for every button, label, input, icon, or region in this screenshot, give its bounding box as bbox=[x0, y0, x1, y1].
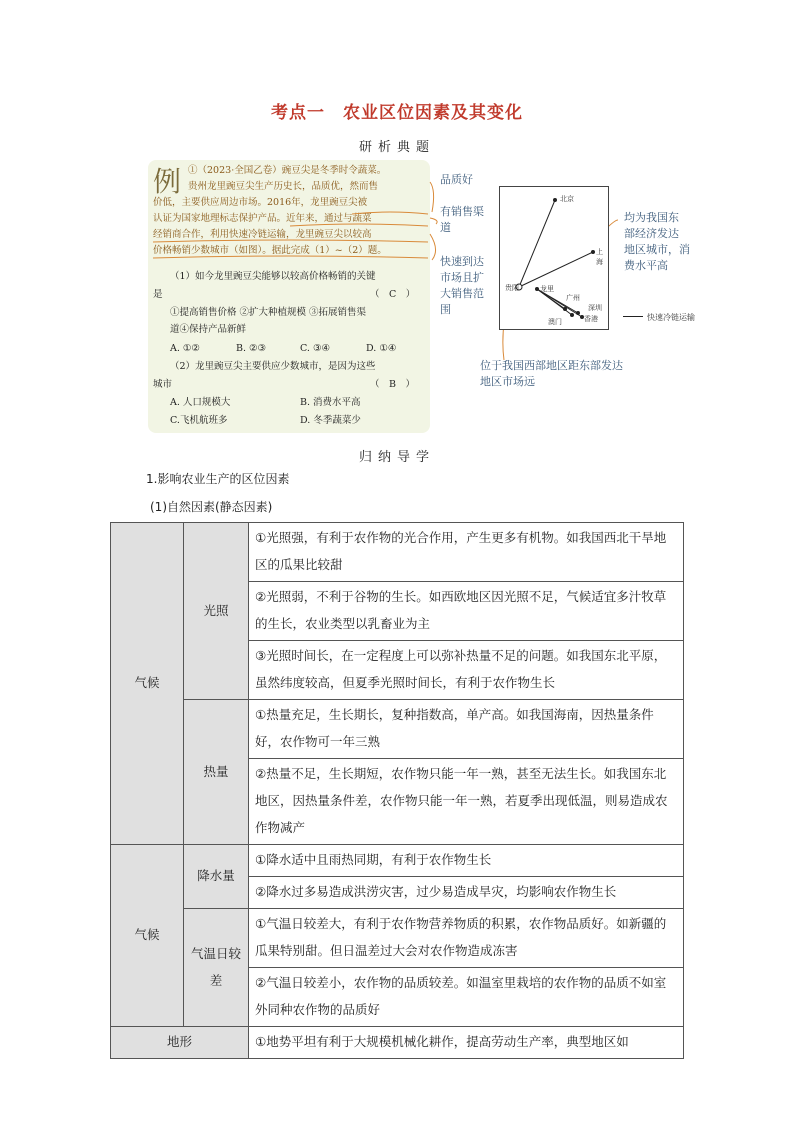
content-cell: ①气温日较差大，有利于农作物营养物质的积累，农作物品质好。如新疆的瓜果特别甜。但日温差过大会对农作物造成冻害 bbox=[249, 909, 684, 968]
category-cell: 气候 bbox=[111, 845, 184, 1027]
question-1-statements-end: 道④保持产品新鲜 bbox=[170, 324, 247, 335]
heading-natural-factors: (1)自然因素(静态因素) bbox=[150, 500, 273, 514]
question-1-option-b: B. ②③ bbox=[236, 343, 267, 354]
page-title: 考点一 农业区位因素及其变化 bbox=[271, 103, 523, 123]
question-1-option-c: C. ③④ bbox=[300, 343, 331, 354]
table-row bbox=[111, 1027, 684, 1059]
question-2-stem-end: 城市 bbox=[153, 379, 173, 390]
annotation-west-2: 地区市场远 bbox=[480, 375, 535, 388]
question-1-stem-end: 是 bbox=[153, 289, 163, 300]
map-city-aomen: 澳门 bbox=[548, 318, 562, 326]
factor-cell: 气温日较差 bbox=[184, 909, 249, 1027]
annotation-fast-4: 围 bbox=[440, 303, 451, 316]
example-intro-line1: ①（2023·全国乙卷）豌豆尖是冬季时令蔬菜。 bbox=[188, 165, 387, 176]
map-city-shanghai: 上海 bbox=[596, 248, 603, 266]
map-legend-label: 快速冷链运输 bbox=[647, 313, 695, 322]
annotation-east-3: 地区城市，消 bbox=[624, 243, 690, 256]
annotation-channel-1: 有销售渠 bbox=[440, 205, 484, 218]
question-2-stem: （2）龙里豌豆尖主要供应少数城市，是因为这些 bbox=[170, 361, 376, 372]
category-cell: 地形 bbox=[111, 1027, 249, 1059]
table-row bbox=[111, 700, 684, 759]
category-cell: 气候 bbox=[111, 523, 184, 845]
content-cell: ①降水适中且雨热同期，有利于农作物生长 bbox=[249, 845, 684, 877]
question-1-statements: ①提高销售价格 ②扩大种植规模 ③拓展销售渠 bbox=[170, 307, 367, 318]
map-city-guiyang: 贵阳 bbox=[505, 284, 519, 292]
question-1-option-d: D. ①④ bbox=[366, 343, 397, 354]
factor-cell: 光照 bbox=[184, 523, 249, 700]
question-1-stem: （1）如今龙里豌豆尖能够以较高价格畅销的关键 bbox=[170, 271, 376, 282]
annotation-channel-2: 道 bbox=[440, 221, 451, 234]
heading-location-factors: 1.影响农业生产的区位因素 bbox=[146, 472, 290, 486]
question-2-answer: （ B ） bbox=[370, 379, 415, 390]
content-cell: ①光照强，有利于农作物的光合作用，产生更多有机物。如我国西北干旱地区的瓜果比较甜 bbox=[249, 523, 684, 582]
example-label: 例 bbox=[153, 165, 182, 198]
annotation-east-1: 均为我国东 bbox=[624, 211, 679, 224]
factor-cell: 热量 bbox=[184, 700, 249, 845]
annotation-west-1: 位于我国西部地区距东部发达 bbox=[480, 359, 623, 372]
question-2-option-c: C.飞机航班多 bbox=[170, 415, 228, 426]
map-city-shenzhen: 深圳 bbox=[588, 304, 602, 312]
question-1-option-a: A. ①② bbox=[170, 343, 200, 354]
question-2-option-d: D. 冬季蔬菜少 bbox=[300, 415, 361, 426]
route-map bbox=[499, 186, 609, 330]
map-legend-line bbox=[623, 316, 643, 317]
table-row bbox=[111, 523, 684, 582]
content-cell: ②降水过多易造成洪涝灾害，过少易造成旱灾，均影响农作物生长 bbox=[249, 877, 684, 909]
example-number: ① bbox=[188, 165, 198, 176]
content-cell: ③光照时间长，在一定程度上可以弥补热量不足的问题。如我国东北平原，虽然纬度较高，但夏季光照时间长，有利于农作物生长 bbox=[249, 641, 684, 700]
annotation-east-2: 部经济发达 bbox=[624, 227, 679, 240]
map-city-longli: 龙里 bbox=[540, 285, 554, 293]
annotation-fast-3: 大销售范 bbox=[440, 287, 484, 300]
annotation-east-4: 费水平高 bbox=[624, 259, 668, 272]
map-city-guangzhou: 广州 bbox=[566, 294, 580, 302]
question-2-option-b: B. 消费水平高 bbox=[300, 397, 361, 408]
question-2-option-a: A. 人口规模大 bbox=[170, 397, 231, 408]
section-heading-summary: 归纳导学 bbox=[358, 450, 435, 465]
annotation-quality: 品质好 bbox=[440, 173, 473, 186]
table-row bbox=[111, 845, 684, 877]
example-intro-line6: 价格畅销少数城市（如图）。据此完成（1）~（2）题。 bbox=[153, 245, 387, 256]
content-cell: ②光照弱，不利于谷物的生长。如西欧地区因光照不足，气候适宜多汁牧草的生长，农业类型以乳畜业为主 bbox=[249, 582, 684, 641]
annotation-fast-2: 市场且扩 bbox=[440, 271, 484, 284]
map-city-beijing: 北京 bbox=[560, 195, 574, 203]
map-city-xianggang: 香港 bbox=[584, 315, 598, 323]
content-cell: ①热量充足，生长期长，复种指数高，单产高。如我国海南，因热量条件好，农作物可一年三熟 bbox=[249, 700, 684, 759]
table-row bbox=[111, 909, 684, 968]
factor-cell: 降水量 bbox=[184, 845, 249, 909]
content-cell: ②气温日较差小，农作物的品质较差。如温室里栽培的农作物的品质不如室外同种农作物的品质好 bbox=[249, 968, 684, 1027]
example-intro-line5: 经销商合作，利用快速冷链运输，龙里豌豆尖以较高 bbox=[153, 229, 372, 240]
content-cell: ①地势平坦有利于大规模机械化耕作，提高劳动生产率，典型地区如 bbox=[249, 1027, 684, 1059]
content-cell: ②热量不足，生长期短，农作物只能一年一熟，甚至无法生长。如我国东北地区，因热量条件差，农作物只能一年一熟，若夏季出现低温，则易造成农作物减产 bbox=[249, 759, 684, 845]
section-heading-study: 研析典题 bbox=[358, 140, 435, 155]
example-intro-line3: 价低，主要供应周边市场。2016年，龙里豌豆尖被 bbox=[153, 197, 368, 208]
factors-table bbox=[110, 522, 684, 1059]
example-intro-line2: 贵州龙里豌豆尖生产历史长，品质优，然而售 bbox=[188, 181, 379, 192]
question-1-answer: （ C ） bbox=[370, 289, 416, 300]
example-intro-line4: 认证为国家地理标志保护产品。近年来，通过与蔬菜 bbox=[153, 213, 372, 224]
annotation-fast-1: 快速到达 bbox=[440, 255, 484, 268]
